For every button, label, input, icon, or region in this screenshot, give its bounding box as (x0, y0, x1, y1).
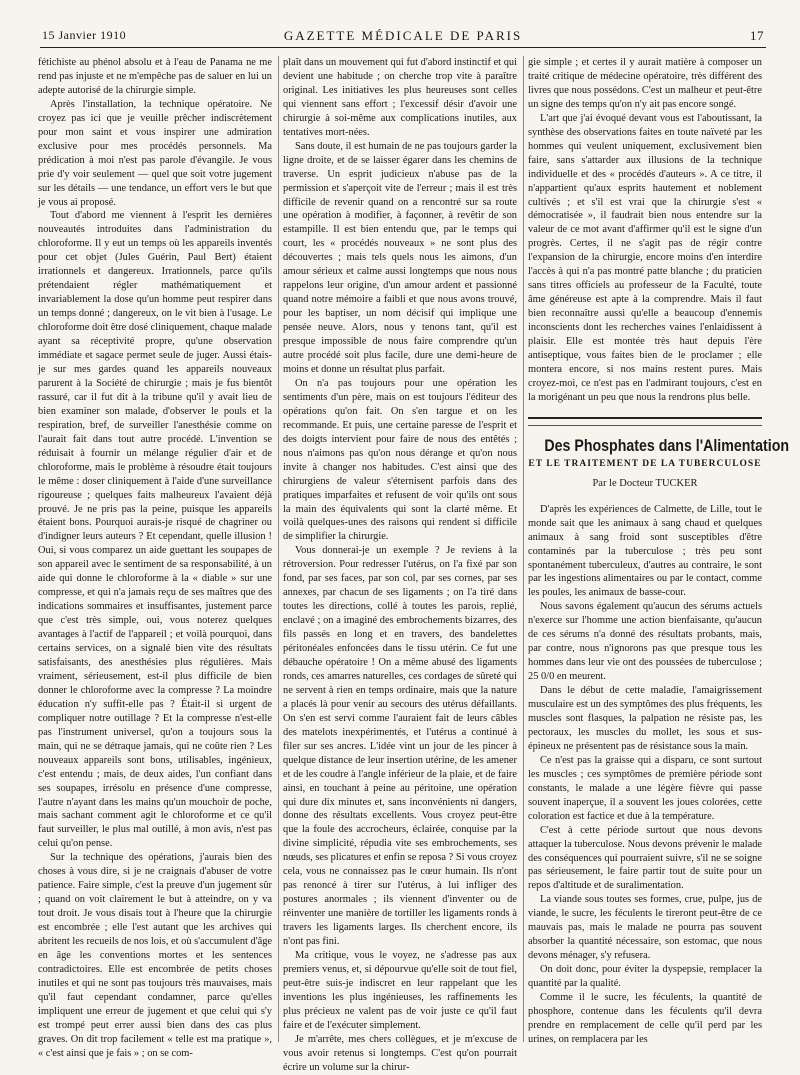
page-header (42, 28, 764, 46)
paragraph: Tout d'abord me viennent à l'esprit les dernières nouveautés introduites dans l'administration du chloroforme. Il y eut un temps où les appareils inventés pour cet objet (Jules Guérin, Paul Bert) étaient irrationnels et dangereux. Irrationnels, parce qu'ils prétendaient régler mathématiquement et invariablement la dose qu'un homme peut respirer dans un temps donné ; dangereux, on le vit bien à l'usage. Le chloroforme doit être dosé cliniquement, chaque malade ayant sa réceptivité propre, qu'une observation immédiate et sagace permet seule de juger. Aussi étais-je sur mes gardes quand les appareils nouveaux parurent à la Société de chirurgie ; mais je fus bientôt rassuré, car il fut dit à la tribune qu'il y avait lieu de bien examiner son malade, d'observer le pouls et la respiration, bref, de surveiller l'anesthésie comme on l'aurait fait dans tout autre procédé. L'invention se réduisait à fournir un mélange régulier d'air et de chloroforme, mais le problème à résoudre était toujours le même : doser cliniquement à l'aide d'une surveillance rigoureuse ; quelques faits malheureux l'avaient déjà prouvé. Je ne pris pas la peine, puisque les appareils étaient bons. Pourquoi aurais-je risqué de chagriner ou d'indigner leurs auteurs ? Et cependant, quelle illusion ! Oui, si vous comparez un aide guettant les soupapes de son appareil avec le sentiment de sa responsabilité, à un aide qui donne le chloroforme à la « diable » sur une compresse, et qui n'a jamais reçu de ses maîtres que des indications sommaires et insuffisantes, justement parce que c'est très simple, oui, vous noterez quelques avantages à l'actif de l'appareil ; et voilà pourquoi, dans certains services, on a signalé bien vite des résultats satisfaisants, des anesthésies plus régulières. Mais vraiment, sérieusement, est-il plus difficile de bien donner le chloroforme avec la compresse ? La moindre éducation n'y suffit-elle pas ? Était-il si urgent de compliquer notre outillage ? Et la compresse n'est-elle pas l'instrument universel, qu'on a toujours sous la main, qui ne se détraque jamais, qui ne coûte rien ? Les nouveaux appareils sont bons, utilisables, ingénieux, c'est entendu ; mais, de deux aides, l'un confiant dans ses soupapes, irrésolu en présence d'une compresse, l'autre n'ayant dans les mains qu'un mouchoir de poche, mais sachant comment agit le chloroforme et ce qu'il faut surveiller, le plus mal outillé, à mon avis, n'est pas celui qu'on pense. (38, 210, 272, 850)
paragraph: gie simple ; et certes il y aurait matière à composer un traité critique de médecine opératoire, très différent des livres que nous possédons. C'est un malheur et peut-être un signe des temps qu'on n'y ait pas encore songé. (528, 57, 762, 110)
paragraph: Je m'arrête, mes chers collègues, et je m'excuse de vous avoir retenus si longtemps. C'est qu'on pourrait écrire un volume sur la chirur- (283, 1033, 517, 1073)
paragraph: Nous savons également qu'aucun des sérums actuels n'exerce sur l'homme une action bienfaisante, qu'aucun de ces sérums n'a donné des résultats probants, mais, par contre, nous n'ignorons pas que presque tous les hommes dans leur vie ont des poussées de tuberculose ; 25 0/0 en meurent. (528, 601, 762, 683)
column-3 (528, 56, 790, 1045)
paragraph: On n'a pas toujours pour une opération les sentiments d'un père, mais on est toujours l'éditeur des opérations qu'on fait. On s'en targue et on les recommande. Et puis, une certaine paresse de l'esprit et des doigts intervient pour faire de nous des entêtés ; nous n'aimons pas qu'on nous dérange et qu'on nous invite à changer nos habitudes. C'est ainsi que des chirurgiens de valeur s'éternisent parfois dans des pratiques imparfaites et refusent de voir qu'ils ont sous la main des équivalents qui sont la clarté même. Et voilà quelques-unes des raisons qui rendent si difficile de simplifier la chirurgie. (283, 377, 517, 543)
page-number: 17 (750, 28, 764, 43)
paragraph: Ce n'est pas la graisse qui a disparu, ce sont surtout les muscles ; ces symptômes de première période sont constants, le malade a une légère fièvre qui passe souvent inaperçue, il a souvent les joues colorées, cette coloration est factice et due à la température. (528, 754, 762, 822)
paragraph: Sans doute, il est humain de ne pas toujours garder la ligne droite, et de se laisser égarer dans les chemins de traverse. Un esprit judicieux n'abuse pas de la permission et s'aperçoit vite de l'erreur ; mais il est très difficile de revenir quand on a rencontré sur sa route une opération à modifier, à façonner, à revêtir de son estampille. Il est bien entendu que, par le temps qui court, les « procédés nouveaux » ne sont plus des découvertes ; mais tels quels nous les aimons, d'un amour sérieux et calme aussi longtemps que nous nous rappelons leur origine, d'un amour ardent et passionné quand notre mémoire a faibli et que nous avons trouvé, pour les baptiser, un nom décisif qui implique une pensée neuve. Alors, nous y tenons tant, qu'il est presque impossible de nous faire comprendre qu'un autre procédé soit plus facile, dure une demi-heure de moins et donne un résultat plus parfait. (283, 140, 517, 375)
article-separator (528, 417, 762, 419)
paragraph: La viande sous toutes ses formes, crue, pulpe, jus de viande, le sucre, les féculents le tireront peut-être de ce mauvais pas, mais le malade ne pourra pas souvent absorber la quantité nécessaire, son estomac, que nous devons ménager, s'y refusera. (528, 894, 762, 962)
article-title: Des Phosphates dans l'Alimentation (544, 436, 790, 455)
journal-title: GAZETTE MÉDICALE DE PARIS (283, 28, 523, 43)
paragraph: fétichiste au phénol absolu et à l'eau de Panama ne me rend pas injuste et ne m'empêche pas de saluer en lui un adepte autorisé de la chirurgie simple. (38, 57, 272, 96)
paragraph: Ma critique, vous le voyez, ne s'adresse pas aux premiers venus, et, si dépourvue qu'elle soit de tout fiel, peut-être suis-je indiscret en leur rappelant que les inventions les plus ingénieuses, les raffinements les plus précieux ne valent pas de voir juste ce qu'il faut faire et de l'exécuter simplement. (283, 950, 517, 1031)
paragraph: plaît dans un mouvement qui fut d'abord instinctif et qui devient une habitude ; on cherche trop vite à paraître original. Les initiatives les plus heureuses sont celles qui viennent sans effort ; l'excessif désir d'avoir une chirurgie à soi-même aux complications inutiles, aux tentatives mort-nées. (283, 57, 517, 138)
paragraph: On doit donc, pour éviter la dyspepsie, remplacer la quantité par la qualité. (528, 964, 762, 990)
column-divider (523, 56, 524, 1042)
issue-date: 15 Janvier 1910 (42, 28, 127, 42)
paragraph: Dans le début de cette maladie, l'amaigrissement musculaire est un des symptômes des plus fréquents, les muscles sont flasques, la palpation ne résiste pas, les pectoraux, les muscles du mollet, les sous et sus-épineux ne présentent pas de résistance sous la main. (528, 685, 762, 752)
paragraph: Comme il le sucre, les féculents, la quantité de phosphore, contenue dans les féculents qu'il devra prendre en remplacement de celle qu'il perd par les urines, on remplacera par les (528, 992, 762, 1045)
paragraph: Après l'installation, la technique opératoire. Ne croyez pas ici que je veuille prêcher indiscrètement pour mon saint et vous inspirer une admiration exclusive pour mes procédés personnels. Ma prédication à moi n'est pas parole d'évangile. Je vous prie d'y voir seulement — quel que soit votre jugement sur les détails — une tendance, un effort vers le but que je vous ai proposé. (38, 98, 272, 208)
paragraph: Vous donnerai-je un exemple ? Je reviens à la rétroversion. Pour redresser l'utérus, on l'a fixé par son fond, par ses faces, par son col, par ses cornes, par ses annexes, par chacun de ses ligaments ; on l'a tiré dans toutes les directions, collé à toutes les parois, replié, enclavé ; on a imaginé des embrochements bizarres, des fils passés en long et en travers, des bandelettes péritonéales enfoncées dans le tissu utérin. Ce fut une débauche opératoire ! On a même abusé des ligaments ronds, ces amarres naturelles, ces cordages de sûreté qui ne servent à rien en temps ordinaire, mais que la nature a placés là pour venir au secours des utérus défaillants. On s'en est servi comme l'auraient fait de leurs câbles des matelots inexpérimentés, et l'utérus a continué à filer sur ses ancres. L'idée vint un jour de les pincer à quelque distance de leur insertion utérine, de les amener et de les coudre à l'angle inférieur de la plaie, et de faire ainsi, en touchant à peine au péritoine, une opération qui dure dix minutes et, sans inconvénients ni dangers, donne des résultats excellents. Vous croyez peut-être que la foule des accrocheurs, éclairée, conquise par la divine simplicité, répudia vite ses embrochements, ses nœuds, ses plicatures et enfin se reposa ? Si vous croyez cela, vous ne connaissez pas le cœur humain. Ils n'ont pas renoncé à tirer sur l'utérus, à lui infliger des postures anormales ; ils viennent d'inventer ou de réinventer une manière de tortiller les ligaments ronds à travers les ligaments larges. Ils cherchent encore, ils n'ont pas fini. (283, 545, 518, 948)
header-rule (40, 47, 766, 48)
column-2 (283, 56, 518, 1073)
paragraph: D'après les expériences de Calmette, de Lille, tout le monde sait que les animaux à sang chaud et quelques animaux à sang froid sont susceptibles d'être contaminés par la tuberculose ; très peu sont spontanément tuberculeux, d'autres au contraire, le sont par les ingestions alimentaires ou par le contact, comme les poules, les animaux de basse-cour. (528, 503, 762, 599)
column-divider (278, 56, 279, 1042)
article-separator (528, 425, 762, 426)
column-1 (38, 56, 272, 1059)
paragraph: L'art que j'ai évoqué devant vous est l'aboutissant, la synthèse des observations faites en toute naïveté par les hommes qui veulent uniquement, exclusivement bien faire, sans s'attarder aux illusions de la technique individuelle et des « procédés d'auteurs ». A ce titre, il n'appartient qu'aux esprits hautement et noblement cultivés ; et s'il est vrai que la chirurgie s'est « démocratisée », il faudrait bien nous entendre sur la valeur de ce mot avant d'affirmer qu'il est le signe d'un progrès. Certes, il ne s'agit pas de régir contre l'expansion de la chirurgie, encore moins d'en interdire l'accès à qui n'a pas montré patte blanche ; du praticien sans titres officiels au professeur de la Faculté, toute âme généreuse est apte à la comprendre. Mais il faut bien reconnaître aussi qu'elle a beaucoup d'ennemis inconscients dont les recherches vaines l'enlaidissent à plaisir. Elle est montée très haut depuis l'ère antiseptique, vous faites bien de le proclamer ; elle montera encore, si nos mains restent pures. Mais croyez-moi, ce n'est pas en l'admirant toujours, c'est en la morigénant un peu que nous la rendrons plus belle. (528, 112, 762, 403)
article-subtitle: ET LE TRAITEMENT DE LA TUBERCULOSE (528, 458, 762, 469)
paragraph: C'est à cette période surtout que nous devons attaquer la tuberculose. Nous devons prévenir le malade des conséquences qui pourraient suivre, s'il ne se soigne pas sérieusement, le faire partir tout de suite pour un repos d'altitude et de suralimentation. (528, 824, 762, 892)
paragraph: Sur la technique des opérations, j'aurais bien des choses à vous dire, si je ne craignais d'abuser de votre patience. Faire simple, c'est la preuve d'un jugement sûr ; quand on voit clairement le but à atteindre, on y va tout droit. Je vous disais tout à l'heure que la chirurgie est encombrée ; elle l'est autant que les archives qui abritent les recueils de nos lois, et où s'accumulent d'âge en âge les conventions mortes et les sentences contradictoires. Elle est encombrée de petits choses inutiles et qui ne sont pas toujours très mauvaises, mais qu'il faut cependant condamner, parce qu'elles impliquent une erreur de jugement et que celui qui s'y est trompé peut errer aussi bien dans des cas plus graves. On dit trop facilement « telle est ma pratique », « c'est ainsi que je fais » ; on se com- (38, 852, 272, 1059)
article-author: Par le Docteur TUCKER (592, 477, 698, 489)
